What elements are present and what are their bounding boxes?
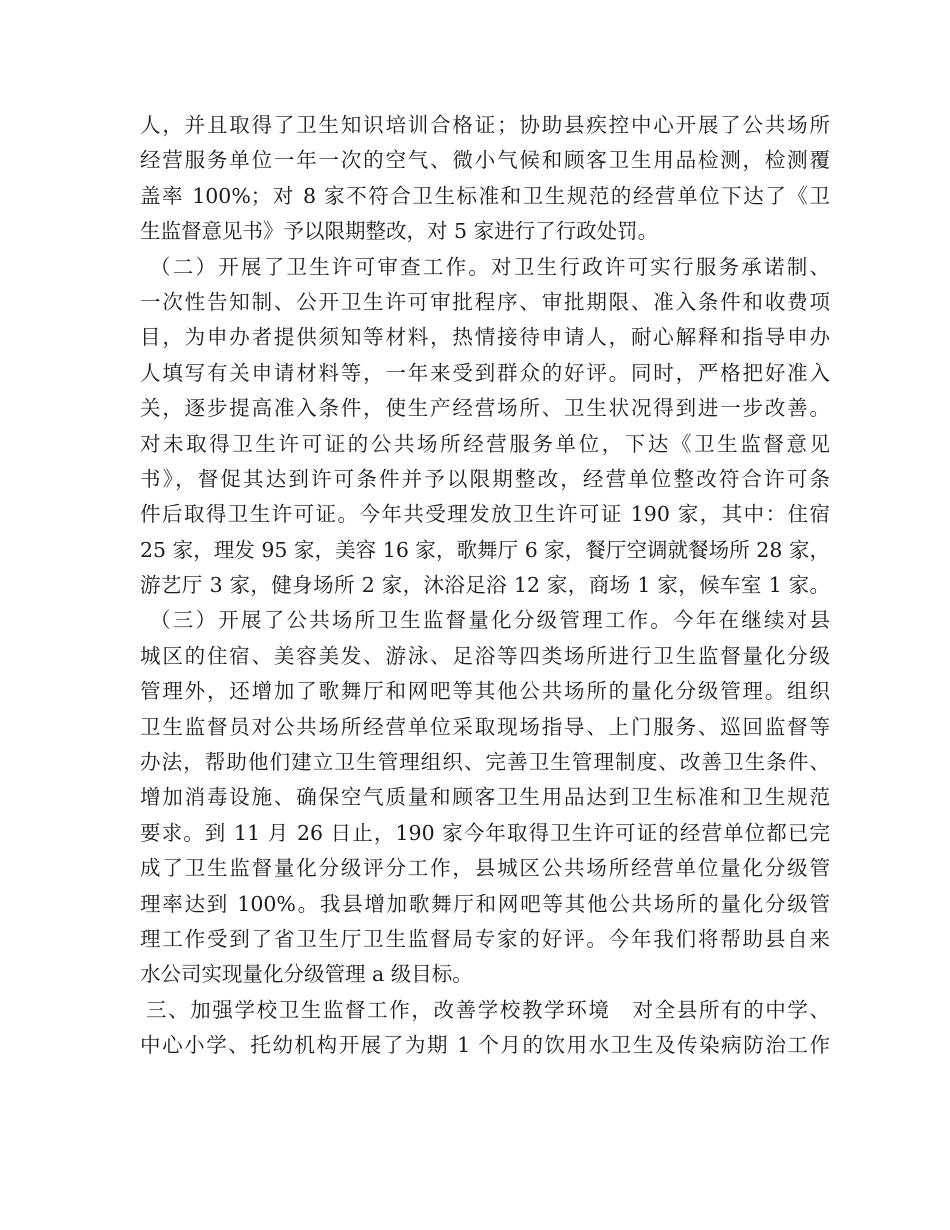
text-line: 增加消毒设施、确保空气质量和顾客卫生用品达到卫生标准和卫生规范	[140, 785, 830, 810]
text-line: 办法，帮助他们建立卫生管理组织、完善卫生管理制度、改善卫生条件、	[140, 750, 830, 775]
text-line: 水公司实现量化分级管理 a 级目标。	[140, 962, 473, 987]
text-line: 生监督意见书》予以限期整改，对 5 家进行了行政处罚。	[140, 219, 659, 244]
text-line: 城区的住宿、美容美发、游泳、足浴等四类场所进行卫生监督量化分级	[140, 643, 830, 668]
text-line: 理工作受到了省卫生厅卫生监督局专家的好评。今年我们将帮助县自来	[140, 926, 830, 951]
text-line: 盖率 100%；对 8 家不符合卫生标准和卫生规范的经营单位下达了《卫	[140, 183, 830, 208]
text-line: 成了卫生监督量化分级评分工作，县城区公共场所经营单位量化分级管	[140, 856, 830, 881]
text-line: 经营服务单位一年一次的空气、微小气候和顾客卫生用品检测，检测覆	[140, 148, 830, 173]
text-line: 要求。到 11 月 26 日止，190 家今年取得卫生许可证的经营单位都已完	[140, 820, 830, 845]
text-line: 件后取得卫生许可证。今年共受理发放卫生许可证 190 家，其中：住宿	[140, 502, 830, 527]
text-line: 理率达到 100%。我县增加歌舞厅和网吧等其他公共场所的量化分级管	[140, 891, 830, 916]
text-line: 卫生监督员对公共场所经营单位采取现场指导、上门服务、巡回监督等	[140, 714, 830, 739]
text-line: 25 家，理发 95 家，美容 16 家，歌舞厅 6 家，餐厅空调就餐场所 28 家，	[140, 537, 830, 562]
body-text	[140, 108, 830, 1064]
text-line: 关，逐步提高准入条件，使生产经营场所、卫生状况得到进一步改善。	[140, 396, 830, 421]
section-heading-2: （二）开展了卫生许可审查工作。对卫生行政许可实行服务承诺制、	[150, 254, 830, 279]
text-line: 管理外，还增加了歌舞厅和网吧等其他公共场所的量化分级管理。组织	[140, 679, 830, 704]
text-line: 中心小学、托幼机构开展了为期 1 个月的饮用水卫生及传染病防治工作	[140, 1033, 830, 1058]
text-line: 书》，督促其达到许可条件并予以限期整改，经营单位整改符合许可条	[140, 466, 830, 491]
text-line: 人填写有关申请材料等，一年来受到群众的好评。同时，严格把好准入	[140, 360, 830, 385]
text-line: 游艺厅 3 家，健身场所 2 家，沐浴足浴 12 家，商场 1 家，候车室 1 家。	[140, 573, 830, 598]
text-line: 目，为申办者提供须知等材料，热情接待申请人，耐心解释和指导申办	[140, 325, 830, 350]
text-line: 对未取得卫生许可证的公共场所经营服务单位，下达《卫生监督意见	[140, 431, 830, 456]
text-line: 一次性告知制、公开卫生许可审批程序、审批期限、准入条件和收费项	[140, 289, 830, 314]
section-heading-3: （三）开展了公共场所卫生监督量化分级管理工作。今年在继续对县	[150, 608, 830, 633]
text-line: 人，并且取得了卫生知识培训合格证；协助县疾控中心开展了公共场所	[140, 113, 830, 137]
section-heading-three: 三、加强学校卫生监督工作，改善学校教学环境 对全县所有的中学、	[146, 997, 830, 1022]
